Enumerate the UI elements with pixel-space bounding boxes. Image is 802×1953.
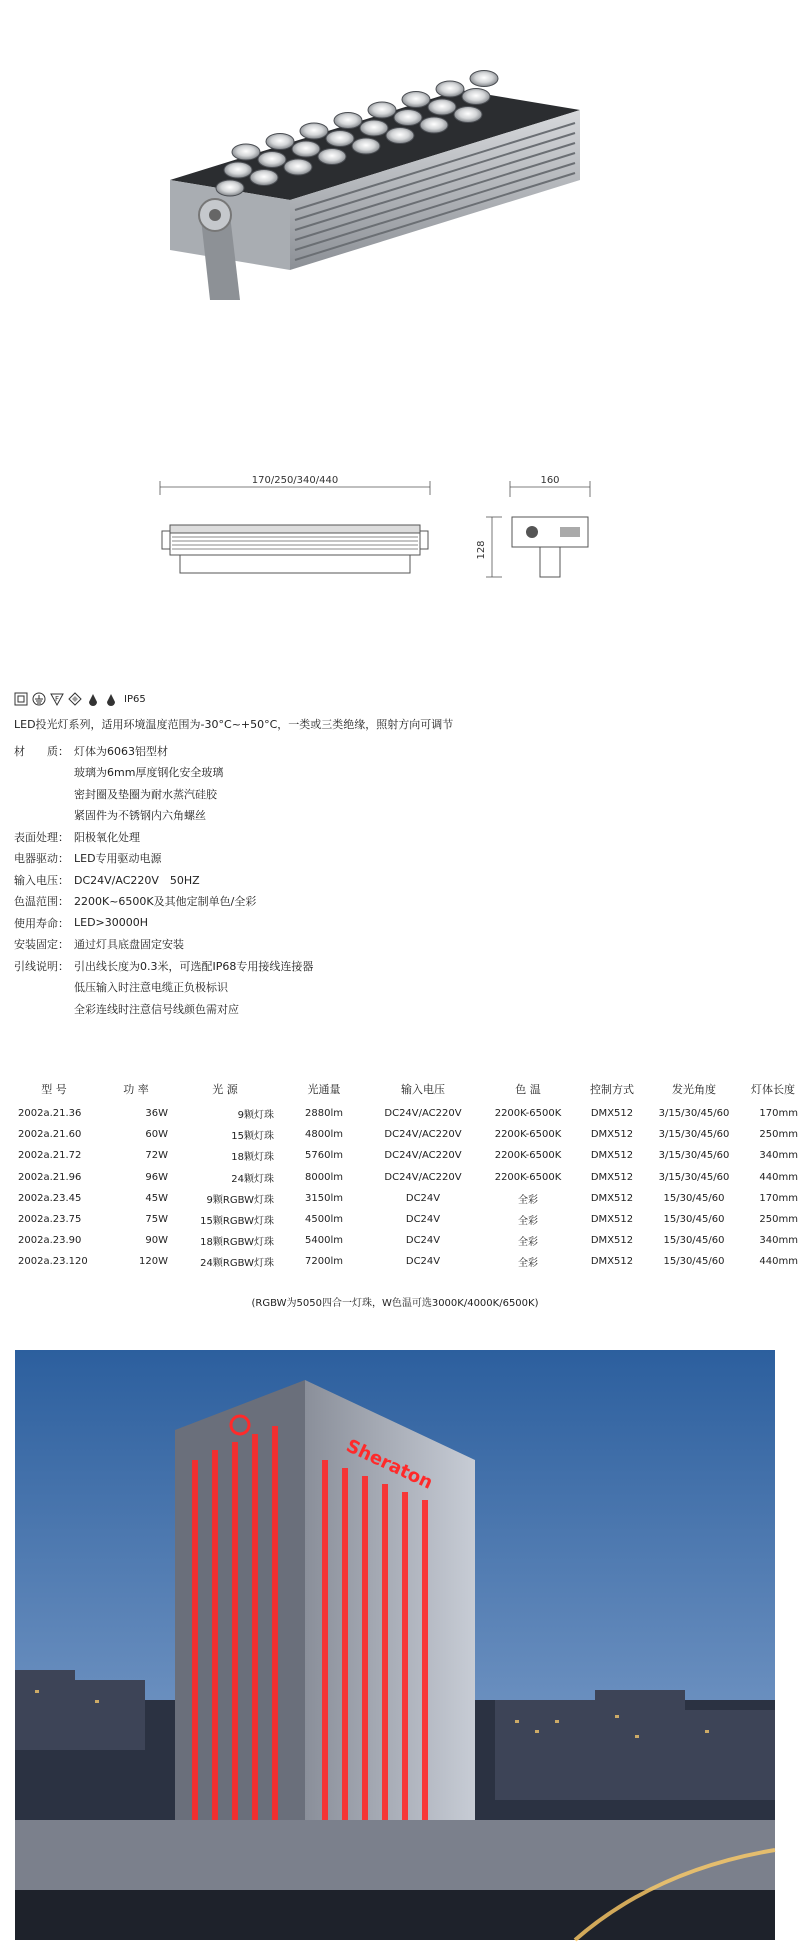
- led-lens: [266, 134, 294, 150]
- spec-row: [14, 826, 313, 848]
- table-row: [8, 1103, 802, 1124]
- table-cell: 170mm: [759, 1108, 798, 1120]
- table-cell: 3/15/30/45/60: [658, 1108, 730, 1120]
- table-cell: 全彩: [518, 1237, 538, 1249]
- table-cell: 15/30/45/60: [663, 1256, 725, 1268]
- spec-label: 色温范围：: [14, 895, 69, 909]
- led-lens: [224, 162, 252, 178]
- spec-value: 玻璃为6mm厚度钢化安全玻璃: [74, 766, 224, 780]
- table-cell: 24颗灯珠: [231, 1173, 274, 1185]
- table-cell: 8000lm: [305, 1171, 343, 1183]
- table-cell: 340mm: [759, 1235, 798, 1247]
- table-cell: DMX512: [590, 1150, 634, 1162]
- table-cell: 90W: [145, 1235, 168, 1247]
- svg-text:F: F: [55, 695, 60, 703]
- led-lens: [428, 99, 456, 115]
- table-cell: 440mm: [759, 1256, 798, 1268]
- table-cell: 96W: [145, 1171, 168, 1183]
- building-application-photo: [15, 1350, 775, 1940]
- table-row: [8, 1230, 802, 1251]
- spec-row: [14, 783, 313, 805]
- spec-label: 安装固定：: [14, 938, 69, 952]
- spec-row: [14, 805, 313, 827]
- table-cell: 120W: [139, 1256, 168, 1268]
- table-cell: 2200K-6500K: [494, 1129, 562, 1141]
- table-cell: DC24V: [405, 1235, 441, 1247]
- spec-row: [14, 934, 313, 956]
- spec-row: [14, 891, 313, 913]
- table-header-cell: 控制方式: [590, 1083, 634, 1096]
- table-cell: 250mm: [759, 1214, 798, 1226]
- led-lens: [360, 120, 388, 136]
- spec-label: 使用寿命：: [14, 916, 69, 930]
- table-cell: 2002a.21.36: [18, 1108, 82, 1120]
- table-cell: 2200K-6500K: [494, 1150, 562, 1162]
- table-cell: 3/15/30/45/60: [658, 1129, 730, 1141]
- table-row: [8, 1209, 802, 1230]
- table-header-cell: 功 率: [123, 1083, 149, 1096]
- table-header-cell: 光通量: [307, 1083, 341, 1096]
- table-header-cell: 灯体长度: [751, 1083, 795, 1096]
- led-lens: [250, 170, 278, 186]
- table-row: [8, 1145, 802, 1166]
- side-dimension-drawing: [470, 475, 610, 585]
- table-row: [8, 1167, 802, 1188]
- table-header-cell: 型 号: [41, 1083, 67, 1096]
- height-dimension-label: 128: [476, 540, 487, 560]
- led-lens: [394, 110, 422, 126]
- ip-rating: IP65: [124, 693, 146, 705]
- led-lens: [454, 107, 482, 123]
- table-cell: DMX512: [590, 1214, 634, 1226]
- led-lens: [368, 102, 396, 118]
- table-cell: 3/15/30/45/60: [658, 1171, 730, 1183]
- led-lens: [292, 141, 320, 157]
- led-lens: [420, 117, 448, 133]
- table-header-cell: 输入电压: [401, 1083, 445, 1096]
- led-lens: [470, 71, 498, 87]
- spec-label: 输入电压：: [14, 873, 69, 887]
- table-cell: 2002a.23.45: [18, 1192, 82, 1204]
- spec-row: [14, 848, 313, 870]
- hotel-sign: Sheraton: [342, 1435, 436, 1494]
- spec-value: 低压输入时注意电缆正负极标识: [74, 981, 228, 995]
- table-header-cell: 发光角度: [672, 1083, 716, 1096]
- led-lens: [216, 180, 244, 196]
- spec-label: 材 质：: [14, 744, 69, 758]
- table-cell: 3/15/30/45/60: [658, 1150, 730, 1162]
- table-cell: 9颗RGBW灯珠: [206, 1194, 274, 1206]
- table-cell: 5760lm: [305, 1150, 343, 1162]
- spec-list: [14, 740, 313, 1020]
- table-cell: 3150lm: [305, 1192, 343, 1204]
- table-row: [8, 1251, 802, 1272]
- spec-label: 引线说明：: [14, 959, 69, 973]
- length-dimension-label: 170/250/340/440: [251, 475, 339, 486]
- spec-value: 2200K~6500K及其他定制单色/全彩: [74, 895, 257, 909]
- certification-icons: [14, 690, 146, 708]
- table-cell: 18颗RGBW灯珠: [200, 1237, 274, 1249]
- table-cell: 75W: [145, 1214, 168, 1226]
- led-lens: [436, 81, 464, 97]
- front-dimension-drawing: [160, 475, 430, 595]
- led-lens: [402, 92, 430, 108]
- table-cell: 9颗灯珠: [237, 1110, 274, 1122]
- led-lens: [386, 128, 414, 144]
- diamond-icon: [68, 692, 82, 706]
- spec-value: LED>30000H: [74, 916, 149, 930]
- width-dimension-label: 160: [540, 475, 560, 486]
- table-cell: 15/30/45/60: [663, 1235, 725, 1247]
- table-cell: 24颗RGBW灯珠: [200, 1258, 274, 1270]
- table-note: (RGBW为5050四合一灯珠，W色温可选3000K/4000K/6500K): [251, 1298, 539, 1309]
- led-lens: [352, 138, 380, 154]
- table-cell: DC24V: [405, 1256, 441, 1268]
- table-cell: 2002a.21.96: [18, 1171, 82, 1183]
- spec-value: 密封圈及垫圈为耐水蒸汽硅胶: [74, 787, 217, 801]
- table-cell: DC24V: [405, 1192, 441, 1204]
- table-header-row: [8, 1075, 802, 1103]
- floodlight-product-image: [160, 90, 580, 410]
- spec-row: [14, 869, 313, 891]
- led-lens: [462, 89, 490, 105]
- table-cell: 250mm: [759, 1129, 798, 1141]
- spec-value: 灯体为6063铝型材: [74, 744, 168, 758]
- spec-row: [14, 998, 313, 1020]
- table-header-cell: 色 温: [515, 1083, 541, 1096]
- led-lens: [318, 149, 346, 165]
- table-cell: 7200lm: [305, 1256, 343, 1268]
- spec-value: LED专用驱动电源: [74, 852, 162, 866]
- table-cell: 18颗灯珠: [231, 1152, 274, 1164]
- table-cell: DC24V/AC220V: [384, 1150, 462, 1162]
- drop-icon: [104, 692, 118, 706]
- table-cell: DC24V/AC220V: [384, 1108, 462, 1120]
- table-cell: 440mm: [759, 1171, 798, 1183]
- spec-value: 紧固件为不锈钢内六角螺丝: [74, 809, 206, 823]
- table-cell: 2002a.23.75: [18, 1214, 82, 1226]
- led-lens: [300, 123, 328, 139]
- led-lens: [334, 113, 362, 129]
- table-cell: DMX512: [590, 1129, 634, 1141]
- table-cell: 4800lm: [305, 1129, 343, 1141]
- spec-row: [14, 955, 313, 977]
- table-cell: DMX512: [590, 1235, 634, 1247]
- class-ii-icon: [14, 692, 28, 706]
- spec-value: 通过灯具底盘固定安装: [74, 938, 184, 952]
- spec-value: 全彩连线时注意信号线颜色需对应: [74, 1002, 239, 1016]
- table-cell: 340mm: [759, 1150, 798, 1162]
- spec-value: DC24V/AC220V 50HZ: [74, 873, 200, 887]
- table-cell: 2002a.21.60: [18, 1129, 82, 1141]
- ground-icon: [32, 692, 46, 706]
- table-cell: 36W: [145, 1108, 168, 1120]
- spec-value: 引出线长度为0.3米，可选配IP68专用接线连接器: [74, 959, 314, 973]
- table-row: [8, 1188, 802, 1209]
- table-cell: 60W: [145, 1129, 168, 1141]
- table-cell: 2200K-6500K: [494, 1108, 562, 1120]
- spec-value: 阳极氧化处理: [74, 830, 140, 844]
- spec-row: [14, 912, 313, 934]
- table-cell: 170mm: [759, 1192, 798, 1204]
- table-cell: 全彩: [518, 1258, 538, 1270]
- drop-icon: [86, 692, 100, 706]
- model-table: [8, 1075, 798, 1273]
- led-lens: [326, 131, 354, 147]
- table-cell: DMX512: [590, 1171, 634, 1183]
- table-cell: 15/30/45/60: [663, 1214, 725, 1226]
- table-cell: 全彩: [518, 1216, 538, 1228]
- table-cell: 2200K-6500K: [494, 1171, 562, 1183]
- table-row: [8, 1124, 802, 1145]
- table-cell: 5400lm: [305, 1235, 343, 1247]
- spec-row: [14, 762, 313, 784]
- table-cell: DMX512: [590, 1256, 634, 1268]
- product-description: LED投光灯系列，适用环境温度范围为-30°C~+50°C，一类或三类绝缘，照射方向可调节: [14, 718, 454, 731]
- table-cell: 2880lm: [305, 1108, 343, 1120]
- table-header-cell: 光 源: [212, 1083, 238, 1096]
- spec-label: 表面处理：: [14, 830, 69, 844]
- table-cell: 15颗RGBW灯珠: [200, 1216, 274, 1228]
- table-cell: 2002a.23.120: [18, 1256, 88, 1268]
- table-cell: DMX512: [590, 1108, 634, 1120]
- table-cell: DC24V/AC220V: [384, 1171, 462, 1183]
- table-cell: DC24V/AC220V: [384, 1129, 462, 1141]
- table-cell: 15颗灯珠: [231, 1131, 274, 1143]
- table-cell: 4500lm: [305, 1214, 343, 1226]
- table-cell: 45W: [145, 1192, 168, 1204]
- table-cell: 2002a.23.90: [18, 1235, 82, 1247]
- spec-row: [14, 977, 313, 999]
- f-mark-icon: [50, 692, 64, 706]
- led-lens: [258, 152, 286, 168]
- table-cell: 15/30/45/60: [663, 1192, 725, 1204]
- table-cell: 全彩: [518, 1194, 538, 1206]
- spec-row: [14, 740, 313, 762]
- table-cell: DMX512: [590, 1192, 634, 1204]
- spec-label: 电器驱动：: [14, 852, 69, 866]
- led-lens: [284, 159, 312, 175]
- table-cell: DC24V: [405, 1214, 441, 1226]
- table-cell: 2002a.21.72: [18, 1150, 82, 1162]
- led-lens: [232, 144, 260, 160]
- table-cell: 72W: [145, 1150, 168, 1162]
